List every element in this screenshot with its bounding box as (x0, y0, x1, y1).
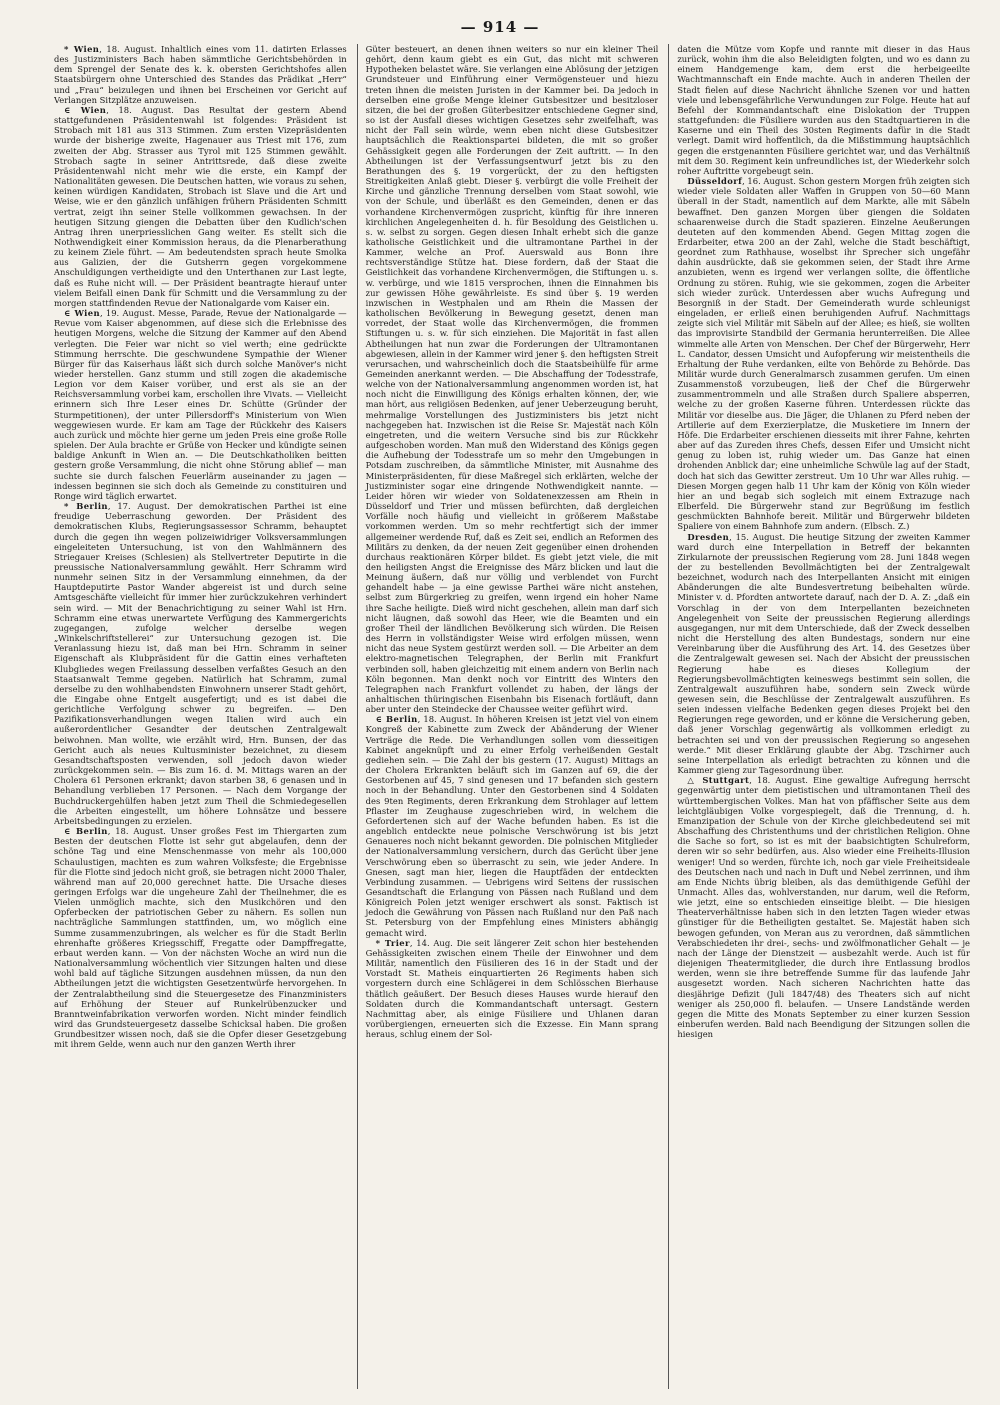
dateline: △ Stuttgart (687, 775, 750, 786)
column-3 (668, 44, 970, 1389)
column-1 (54, 44, 347, 1389)
paragraph-text: , 18. August. In höheren Kreisen ist jetzt viel von einem Kongreß der Kabinette zum Zweck der Abänderung der Wiener Verträge die Rede. Die Verhandlungen sollen vom diesseitigen Kabinet angeknüpft und zu einer Erfolg verheißenden Gestalt gediehen sein. — Die Zahl der bis gestern (17. August) Mittags an der Cholera Erkrankten beläuft sich im Ganzen auf 69, die der Gestorbenen auf 45, 7 sind genesen und 17 befanden sich gestern noch in der Behandlung. Unter den Gestorbenen sind 4 Soldaten des 9ten Regiments, deren Erkrankung dem Strohlager auf lettem Pflaster im Zeughause zugeschrieben wird, in welchem die Gefordertenen sich auf der Wache befunden haben. Es ist die angeblich entdeckte neue polnische Verschwörung ist bis jetzt Genaueres noch nicht bekannt geworden. Die polnischen Mitglieder der Nationalversammlung versichern, durch das Gerücht über jene Verschwörung eben so überrascht zu sein, wie jeder Andere. In Gnesen, sagt man hier, liegen die Hauptfäden der entdeckten Verbindung zusammen. — Uebrigens wird Seitens der russischen Gesandtschaft die Erlangung von Pässen nach Rußland und dem Königreich Polen jetzt weniger erschwert als sonst. Faktisch ist jedoch die Gewährung von Pässen nach Rußland nur den Paß nach St. Petersburg von der Empfehlung eines Ministers abhängig gemacht wird. (365, 714, 659, 938)
article-paragraph (366, 44, 659, 714)
article-paragraph (366, 714, 659, 937)
article-paragraph (677, 532, 970, 776)
paragraph-text: , 18. August. Inhaltlich eines vom 11. datirten Erlasses des Justizministers Bach haben sämmtliche Gerichtsbehörden in dem Sprengel der Senate des k. k. obersten Gerichtshofes allen Staatsbürgern ohne Unterschied des Standes das Prädikat „Herr“ und „Frau“ beizulegen und ihnen bei Erscheinen vor Gericht auf Verlangen Sitzplätze anzuweisen. (54, 44, 347, 105)
dateline: * Berlin (64, 501, 108, 512)
article-paragraph (54, 44, 347, 105)
column-2 (357, 44, 659, 1389)
paragraph-text: , 16. August. Schon gestern Morgen früh zeigten sich wieder viele Soldaten aller Waffen in Gruppen von 50—60 Mann überall in der Stadt, namentlich auf dem Markte, alle mit Säbeln bewaffnet. Den ganzen Morgen über giengen die Soldaten schaarenweise durch die Stadt spazieren. Einzelne Aeußerungen deuteten auf den kommenden Abend. Gegen Mittag zogen die Erdarbeiter, etwa 200 an der Zahl, welche die Stadt beschäftigt, geordnet zum Rathhause, woselbst ihr Sprecher sich ungefähr dahin ausdrückte, daß sie gekommen seien, der Stadt ihre Arme anzubieten, wenn es irgend wer verlangen sollte, die öffentliche Ordnung zu stören. Ruhig, wie sie gekommen, zogen die Arbeiter sich wieder zurück. Unterdessen aber wuchs Aufregung und Besorgniß in der Stadt. Der Gemeinderath wurde schleunigst eingeladen, er erließ einen beruhigenden Aufruf. Nachmittags zeigte sich viel Militär mit Säbeln auf der Allee; es hieß, sie wollten das improvisirte Standbild der Germania herunterreißen. Die Allee wimmelte alle Arten von Menschen. Der Chef der Bürgerwehr, Herr L. Candator, dessen Umsicht und Aufopferung wir meistentheils die Erhaltung der Ruhe verdanken, eilte von Behörde zu Behörde. Das Militär wurde durch Generalmarsch zusammen gerufen. Um einen Zusammenstoß vorzubeugen, ließ der Chef die Bürgerwehr zusammentrommeln und alle Straßen durch Spaliere absperren, welche zu der großen Kaserne führen. Unterdessen rückte das Militär vor dieselbe aus. Die Jäger, die Uhlanen zu Pferd neben der Artillerie auf dem Exerzierplatze, die Musketiere im Innern der Höfe. Die Erdarbeiter erschienen diesseits mit ihrer Fahne, kehrten aber auf das Zureden ihres Chefs, dessen Eifer und Umsicht nicht genug zu loben ist, ruhig wieder um. Das Ganze hat einen drohenden Anblick dar; eine unheimliche Schwüle lag auf der Stadt, doch hat sich das Gewitter zerstreut. Um 10 Uhr war Alles ruhig. — Diesen Morgen gegen halb 11 Uhr kam der König von Köln wieder hier an und begab sich sogleich mit einem Extrazuge nach Elberfeld. Die Bürgerwehr stand zur Begrüßung im festlich geschmückten Bahnhofe bereit. Militär und Bürgerwehr bildeten Spaliere von einem Bahnhofe zum andern. (Elbsch. Z.) (677, 176, 971, 532)
dateline: Dresden (687, 531, 730, 542)
article-paragraph (54, 501, 347, 826)
article-paragraph (677, 775, 970, 1039)
article-paragraph (366, 938, 659, 1040)
dateline: ∈ Berlin (375, 714, 418, 725)
article-columns (54, 44, 970, 1389)
dateline: ∈ Wien (64, 104, 107, 115)
dateline: ∈ Berlin (64, 826, 108, 837)
article-paragraph (54, 308, 347, 501)
dateline: Düsseldorf (687, 176, 743, 187)
page-number: — 914 — (460, 18, 540, 36)
paragraph-text: , 15. August. Die heutige Sitzung der zweiten Kammer ward durch eine Interpellation in Betreff der bekannten Zirkularnote der preussischen Regierung vom 28. Juni 1848 wegen der zu bestellenden Bevollmächtigten bei der Zentralgewalt bezeichnet, wodurch nach des Interpellanten Ansicht mit einigen Abänderungen die alte Bundesvertretung beibehalten würde. Minister v. d. Pfordten antwortete darauf, nach der D. A. Z: „daß ein Vorschlag in der von dem Interpellanten bezeichneten Angelegenheit von Seite der preussischen Regierung allerdings ausgegangen, nur mit dem Unterschiede, daß der Zweck desselben nicht die Herstellung des alten Bundestags, sondern nur eine Vereinbarung über die Ausführung des Art. 14. des Gesetzes über die Zentralgewalt gewesen sei. Nach der Absicht der preussischen Regierung habe es dieses Kollegium der Regierungsbevollmächtigten keineswegs bestimmt sein sollen, die Zentralgewalt auszuführen habe, sondern sein Zweck würde gewesen sein, die Beschlüsse der Zentralgewalt auszuführen. Es seien indessen vielfache Bedenken gegen dieses Projekt bei den Regierungen rege geworden, und er könne die Versicherung geben, daß jener Vorschlag gegenwärtig als vollkommen erledigt zu betrachten sei und von der preussischen Regierung so angesehen werde.“ Mit dieser Erklärung glaubte der Abg. Tzschirner auch seine Interpellation als erledigt betrachten zu können und die Kammer gieng zur Tagesordnung über. (677, 531, 971, 776)
dateline: * Trier (375, 937, 410, 948)
article-paragraph (54, 826, 347, 1049)
paragraph-text: , 17. August. Der demokratischen Parthei ist eine freudige Ueberraschung geworden. Der Präsident des demokratischen Klubs, Regierungsassessor Schramm, behauptet durch die gegen ihn wegen polizeiwidriger Volksversammlungen eingeleiteten Untersuchung, ist von den Wahlmännern des Striegauer Kreises (Schlesien) als Stellvertreter Deputirte in die preussische Nationalversammlung gewählt. Herr Schramm wird nunmehr seinen Sitz in der Versammlung einnehmen, da der Hauptdeputirte Pastor Wander abgereist ist und durch seine Amtsgeschäfte vielleicht für immer hier zurückzukehren verhindert sein wird. — Mit der Benachrichtigung zu seiner Wahl ist Hrn. Schramm eine etwas unerwartete Verfügung des Kammergerichts zugegangen, zufolge welcher derselbe wegen „Winkelschriftstellerei“ zur Untersuchung gezogen ist. Die Veranlassung hiezu ist, daß man bei Hrn. Schramm in seiner Eigenschaft als Klubpräsident für die Gattin eines verhafteten Klubgliedes wegen Freilassung desselben verfaßtes Gesuch an den Staatsanwalt Temme gegeben. Natürlich hat Schramm, zumal derselbe zu den wohlhabendsten Einwohnern unserer Stadt gehört, die Eingabe ohne Entgelt ausgefertigt; und es ist dabei die gerichtliche Verfolgung schwer zu begreifen. — Den Pazifikationsverhandlungen wegen Italien wird auch ein außerordentlicher Gesandter der deutschen Zentralgewalt beiwohnen. Man wollte, wie erzählt wird, Hrn. Bunsen, der das Gericht auch als neues Kultusminister bezeichnet, zu diesem Gesandtschaftsposten verwenden, soll jedoch davon wieder zurückgekommen sein. — Bis zum 16. d. M. Mittags waren an der Cholera 61 Personen erkrankt; davon starben 38, 6 genasen und in Behandlung verblieben 17 Personen. — Nach dem Vorgange der Buchdruckergehülfen haben jetzt zum Theil die Schmiedegesellen die Arbeiten eingestellt, um höhere Lohnsätze und bessere Arbeitsbedingungen zu erzielen. (54, 501, 347, 826)
paragraph-text: , 19. August. Messe, Parade, Revue der Nationalgarde — Revue vom Kaiser abgenommen, auf diese sich die Erlebnisse des heutigen Morgens, welche die Sitzung der Kammer auf den Abend verlegten. Die Feier war nicht so viel werth; eine gedrückte Stimmung herrschte. Die geschwundene Sympathie der Wiener Bürger für das Kaiserhaus läßt sich durch solche Manöver's nicht wieder herstellen. Ganz stumm und still zogen die akademische Legion vor dem Kaiser vorüber, und erst als sie an der Reichsversammlung vorbei kam, erschollen ihre Vivats. — Vielleicht erinnern sich Ihre Leser eines Dr. Schütte (Gründer der Sturmpetitionen), der unter Pillersdorff's Ministerium von Wien weggewiesen wurde. Er kam am Tage der Rückkehr des Kaisers auch zurück und möchte hier gerne um jeden Preis eine große Rolle spielen. Der Aula brachte er Grüße von Hecker und kündigte seinen baldige Ankunft in Wien an. — Die Deutschkatholiken beitten gestern große Versammlung, die nicht ohne Störung ablief — man suchte sie durch falschen Feuerlärm auseinander zu jagen — indessen beginnen sie sich doch als Gemeinde zu constituiren und Ronge wird täglich erwartet. (54, 308, 347, 501)
paragraph-text: , 14. Aug. Die seit längerer Zeit schon hier bestehenden Gehässigkeiten zwischen einem Theile der Einwohner und dem Militär, namentlich den Füsilieren des 16 in der Stadt und der Vorstadt St. Matheis einquartierten 26 Regiments haben sich vorgestern durch eine Schlägerei in dem Schlösschen Bierhause thätlich geäußert. Der Besuch dieses Hauses wurde hierauf den Soldaten durch die Kommandantschaft untersagt. Gestern Nachmittag aber, als einige Füsiliere und Uhlanen daran vorübergiengen, erneuerten sich die Exzesse. Ein Mann sprang heraus, schlug einem der Sol- (365, 937, 659, 1040)
article-paragraph (677, 176, 970, 531)
paragraph-text: , 18. August. Unser großes Fest im Thiergarten zum Besten der deutschen Flotte ist sehr gut abgelaufen, denn der schöne Tag und eine Menschenmasse von mehr als 100,000 Schaulustigen, machten es zum wahren Volksfeste; die Ergebnisse für die Flotte sind jedoch nicht groß, sie betragen nicht 2000 Thaler, während man auf 20,000 gerechnet hatte. Die Ursache dieses geringen Erfolgs war die ungeheure Zahl der Theilnehmer, die es Vielen unmöglich machte, sich den Musikchören und den Opferbecken der patriotischen Geber zu nähern. Es sollen nun nachträgliche Sammlungen stattfinden, um, wo möglich eine Summe zusammenzubringen, als welcher es für die Stadt Berlin ehrenhafte größeres Kriegsschiff, Fregatte oder Dampffregatte, erbaut werden kann. — Von der nächsten Woche an wird nun die Nationalversammlung wöchentlich vier Sitzungen halten und diese wohl bald auf tägliche Sitzungen ausdehnen müssen, da nun den Abtheilungen jetzt die wichtigsten Gesetzentwürfe hervorgehen. In der Zentralabtheilung sind die Steuergesetze des Finanzministers auf Erhöhung der Steuer auf Runkelrübenzucker und Branntweinfabrikation verworfen worden. Nicht minder feindlich wird das Grundsteuergesetz dasselbe Schicksal haben. Die großen Grundbesitzer wissen noch, daß sie die Opfer dieser Gesetzgebung mit ihrem Gelde, wenn auch nur den ganzen Werth ihrer (54, 826, 347, 1050)
paragraph-text: , 18. August. Eine gewaltige Aufregung herrscht gegenwärtig unter dem pietistischen und ultramontanen Theil des württembergischen Volkes. Man hat von pfäffischer Seite aus dem leichtgläubigen Volke vorgespiegelt, daß die Trennung, d. h. Emanzipation der Schule von der Kirche gleichbedeutend sei mit Abschaffung des Christenthums und der christlichen Religion. Ohne die Sache so fort, so ist es mit der baabsichtigten Schulreform, deren wir so sehr bedürfen, aus. Also wieder eine Freiheits-Illusion weniger! Und so werden, fürchte ich, noch gar viele Freiheitsideale des Deutschen nach und nach in Duft und Nebel zerrinnen, und ihm am Ende Nichts übrig bleiben, als das demüthigende Gefühl der Unmacht. Alles das, wohlverstanden, nur darum, weil die Reform, wie jetzt, eine so entschieden einseitige bleibt. — Die hiesigen Theaterverhältnisse haben sich in den letzten Tagen wieder etwas günstiger für die Betheiligten gestaltet. Se. Majestät haben sich bewogen gefunden, von Meran aus zu verordnen, daß sämmtlichen Verabschiedeten ihr drei-, sechs- und zwölfmonatlicher Gehalt — je nach der Länge der Dienstzeit — ausbezahlt werde. Auch ist für diejenigen Theatermitglieder, die durch ihre Entlassung brodlos werden, wenn sie ihre betreffende Summe für das laufende Jahr ausgesetzt worden. Nach sicheren Nachrichten hatte das diesjährige Defizit (Juli 1847/48) des Theaters sich auf nicht weniger als 250,000 fl. belaufen. — Unsere Landstände werden gegen die Mitte des Monats September zu einer kurzen Session einberufen werden. Bald nach Beendigung der Sitzungen sollen die hiesigen (677, 775, 971, 1040)
dateline: ∈ Wien (64, 308, 100, 319)
article-paragraph (54, 105, 347, 308)
article-paragraph (677, 44, 970, 176)
paragraph-text: , 18. August. Das Resultat der gestern Abend stattgefundenen Präsidentenwahl ist folgendes: Präsident ist Strobach mit 181 aus 313 Stimmen. Zum ersten Vizepräsidenten wurde der bisherige zweite, Hagenauer aus Triest mit 176, zum zweiten der Abg. Strasser aus Tyrol mit 125 Stimmen gewählt. Strobach sagte in seiner Antrittsrede, daß diese zweite Präsidentenwahl nicht mehr wie die erste, ein Kampf der Nationalitäten gewesen. Die Deutschen hatten, wie voraus zu sehen, keinen würdigen Kandidaten, Strobach ist Slave und die Art und Weise, wie er den gänzlich unfähigen frühern Präsidenten Schmitt vertrat, zeigt ihn seiner Stelle vollkommen gewachsen. In der heutigen Sitzung giengen die Debatten über den Kudlich'schen Antrag ihren unerpriesslichen Gang weiter. Es stellt sich die Nothwendigkeit einer Kommission heraus, da die Plenarberathung zu keinem Ziele führt. — Am bedeutendsten sprach heute Smolka aus Galizien, der die Gutsherrn gegen vorgekommene Anschuldigungen vertheidigte und den Unterthanen zur Last legte, daß es Ruhe nicht will. — Der Präsident beantragte hierauf unter vielem Beifall einen Dank für Schmitt und die Versammlung zu der morgen stattfindenden Revue der Nationalgarde vom Kaiser ein. (54, 104, 347, 308)
dateline: * Wien (64, 44, 100, 54)
paragraph-text: daten die Mütze vom Kopfe und rannte mit dieser in das Haus zurück, wohin ihm die also Beleidigten folgten, und wo es dann zu einem Handgemenge kam, dem erst die herbeigeeilte Wachtmannschaft ein Ende machte. Auch in anderen Theilen der Stadt fielen auf diese Nachricht ähnliche Szenen vor und hatten viele und lebensgefährliche Verwundungen zur Folge. Heute hat auf Befehl der Kommandantschaft eine Dislokation der Truppen stattgefunden: die Füsiliere wurden aus den Stadtquartieren in die Kaserne und ein Theil des 30sten Regiments dafür in die Stadt verlegt. Damit wird hoffentlich, da die Mißstimmung hauptsächlich gegen die erstgenannten Füsiliere gerichtet war, und das Verhältniß mit dem 30. Regiment kein unfreundliches ist, der Wiederkehr solch roher Auftritte vorgebeugt sein. (677, 44, 971, 176)
paragraph-text: Güter besteuert, an denen ihnen weiters so nur ein kleiner Theil gehört, denn kaum giebt es ein Gut, das nicht mit schweren Hypotheken belastet wäre. Sie verlangen eine Ablösung der jetzigen Grundsteuer und Einführung einer Vermögensteuer und hiezu treten ihnen die meisten Juristen in der Kammer bei. Da jedoch in derselben eine große Menge kleiner Gutsbesitzer und besitzloser sitzen, die bei der großen Güterbesitzer entschiedene Gegner sind, so ist der Ausfall dieses wichtigen Gesetzes sehr zweifelhaft, was nicht der Fall sein würde, wenn eben nicht diese Gutsbesitzer hauptsächlich die Reaktionspartei bildeten, die mit so großer Gehässigkeit gegen alle Forderungen der Zeit auftritt. — In den Abtheilungen ist der Verfassungsentwurf jetzt bis zu den Berathungen des §. 19 vorgerückt, der zu den heftigsten Streitigkeiten Anlaß giebt. Dieser §. verbürgt die volle Freiheit der Kirche und gänzliche Trennung derselben vom Staat sowohl, wie von der Schule, und überläßt es den Gemeinden, denen er das vorhandene Kirchenvermögen zuspricht, künftig für ihre inneren kirchlichen Angelegenheiten d. h. für Besoldung des Geistlichen u. s. w. selbst zu sorgen. Gegen diesen Inhalt erhebt sich die ganze katholische Geistlichkeit und die ultramontane Parthei in der Kammer, welche an Prof. Auerswald aus Bonn ihre rechtsverständige Stütze hat. Diese fordern, daß der Staat die Geistlichkeit das vorhandene Kirchenvermögen, die Stiftungen u. s. w. verbürge, und wie 1815 versprochen, ihnen die Einnahmen bis zur gewissen Höhe gewährleiste. Es sind über §. 19 werden inzwischen in Westphalen und am Rhein die Massen der katholischen Bevölkerung in Bewegung gesetzt, denen man vorredet, der Staat wolle das Kirchenvermögen, die frommen Stiftungen u. s. w. für sich einziehen. Die Majorität in fast allen Abtheilungen hat nun zwar die Forderungen der Ultramontanen abgewiesen, allein in der Kammer wird jener §. den heftigsten Streit verursachen, und wahrscheinlich doch die Staatsbeihülfe für arme Gemeinden anerkannt werden. — Die Abschaffung der Todesstrafe, welche von der Nationalversammlung angenommen worden ist, hat noch nicht die Einwilligung des Königs erhalten können, der, wie man hört, aus religiösen Bedenken, auf jener Ueberzeugung beruht, mehrmalige Vorstellungen des Justizministers bis jetzt nicht nachgegeben hat. Inzwischen ist die Reise Sr. Majestät nach Köln eingetreten, und die weitern Versuche sind bis zur Rückkehr aufgeschoben worden. Man muß den Widerstand des Königs gegen die Aufhebung der Todesstrafe um so mehr den Umgebungen in Potsdam zuschreiben, da sämmtliche Minister, mit Ausnahme des Ministerpräsidenten, für diese Maßregel sich erklärten, welche der Justizminister sogar eine dringende Nothwendigkeit nannte. — Leider hören wir wieder von Soldatenexzessen am Rhein in Düsseldorf und Trier und müssen befürchten, daß dergleichen Vorfälle noch häufig und vielleicht in größerem Maßstabe vorkommen werden. Um so mehr rechtfertigt sich der immer allgemeiner werdende Ruf, daß es Zeit sei, endlich an Reformen des Militärs zu denken, da der neuen Zeit gegenüber einen drohenden durchaus reaktionären Körper bildet. Es giebt jetzt viele, die mit den heiligsten Angst die Ereignisse des März blicken und laut die Meinung äußern, daß nur völlig und verblendet von Furcht gehandelt habe — ja eine gewisse Parthei wäre nicht anstehen, selbst zum Bürgerkrieg zu greifen, wenn irgend ein hoher Name ihre Sache heiligte. Dieß wird nicht geschehen, allein man darf sich nicht läugnen, daß sowohl das Heer, wie die Beamten und ein großer Theil der ländlichen Bevölkerung sich würden. Die Reisen des Herrn in vollständigster Weise wird erfolgen müssen, wenn nicht das neue System gestürzt werden soll. — Die Arbeiter an dem elektro-magnetischen Telegraphen, der Berlin mit Frankfurt verbinden soll, haben gleichzeitig mit einem andern von Berlin nach Köln begonnen. Man denkt noch vor Eintritt des Winters den Telegraphen nach Frankfurt vollendet zu haben, der längs der anhaltischen thüringischen Eisenbahn bis Eisenach fortläuft, dann aber unter den Steindecke der Chaussee weiter geführt wird. (365, 44, 659, 715)
